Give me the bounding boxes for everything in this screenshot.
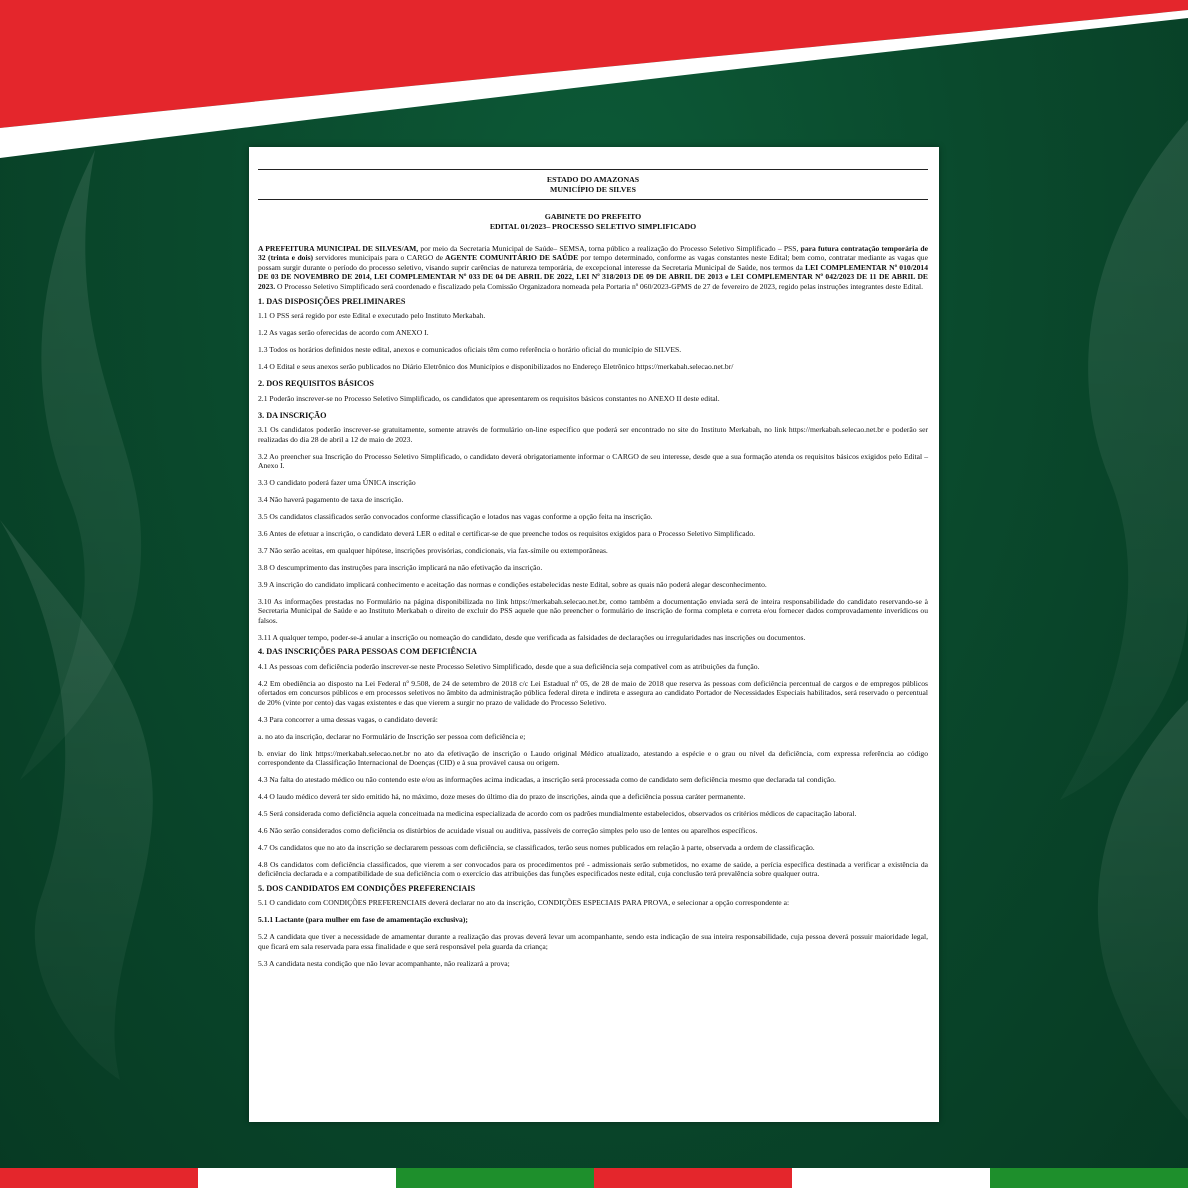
intro-bold: para futura contratação temporária de 32 (trinta e dois) xyxy=(258,244,929,263)
clause: 5.2 A candidata que tiver a necessidade de amamentar durante a realização das provas deverá levar um acompanhante, sendo esta indicação de sua inteira responsabilidade, cuja pessoa deverá possuir maioridade legal, que ficará em sala reservada para essa finalidade e que será responsável pela guarda da criança; xyxy=(258,932,928,951)
flame-shape-right xyxy=(1060,120,1188,800)
intro-text: por meio da Secretaria Municipal de Saúde– SEMSA, torna público a realização do Processo Seletivo Simplificado – PSS, xyxy=(418,244,799,253)
section-heading: 2. DOS REQUISITOS BÁSICOS xyxy=(258,379,374,389)
clause: 4.4 O laudo médico deverá ter sido emitido há, no máximo, doze meses do último dia do prazo de inscrições, ainda que a deficiência possua caráter permanente. xyxy=(258,791,746,801)
clause: 3.5 Os candidatos classificados serão convocados conforme classificação e lotados nas vagas conforme a opção feita na inscrição. xyxy=(258,512,653,522)
clause: 1.4 O Edital e seus anexos serão publicados no Diário Eletrônico dos Municípios e disponibilizados no Endereço Eletrônico https://merkabah.selecao.net.br/ xyxy=(258,362,734,372)
clause: b. enviar do link https://merkabah.selecao.net.br no ato da efetivação de inscrição o Laudo original Médico atualizado, atestando a espécie e o grau ou nível da deficiência, com expressa referência ao código correspondente da Classificação Internacional de Doenças (CID) e à sua provável causa ou origem. xyxy=(258,748,928,767)
clause: 3.10 As informações prestadas no Formulário na página disponibilizada no link https://merkabah.selecao.net.br, como também a documentação enviada será de inteira responsabilidade do candidato reservando-se à Secretaria Municipal de Saúde e ao Instituto Merkabah o direito de excluir do PSS aquele que não preencher o formulário de inscrição de forma completa e correta e/ou fornecer dados comprovadamente inverídicos ou falsos. xyxy=(258,597,928,625)
clause-subheading xyxy=(258,915,928,924)
intro-paragraph xyxy=(258,244,928,291)
clause: 3.1 Os candidatos poderão inscrever-se gratuitamente, somente através de formulário on-line específico que poderá ser encontrado no site do Instituto Merkabah, no link https://merkabah.selecao.net.br e poderão ser realizadas do dia 28 de abril a 12 de maio de 2023. xyxy=(258,425,928,444)
intro-text: por tempo determinado, conforme as vagas constantes neste Edital; bem como, contratar mediante as vagas que possam surgir durante o período do processo seletivo, visando suprir carências de natureza temporária, de excepcional interesse da Secretaria Municipal de Saúde, nos termos da xyxy=(258,253,928,272)
clause: 4.2 Em obediência ao disposto na Lei Federal nº 9.508, de 24 de setembro de 2018 c/c Lei Estadual nº 05, de 28 de maio de 2018 que reserva às pessoas com deficiência percentual de cargos e de empregos públicos ofertados em concursos públicos e em processos seletivos no âmbito da administração pública federal direta e indireta e assegura ao candidato Portador de Necessidades Especiais habilitados, será reservado o percentual de 20% (vinte por cento) das vagas existentes e das que vierem a surgir no prazo de validade do Processo Seletivo. xyxy=(258,678,928,707)
clause: 3.3 O candidato poderá fazer uma ÚNICA inscrição xyxy=(258,478,416,488)
bottom-stripe-green xyxy=(396,1168,594,1188)
section-heading: 3. DA INSCRIÇÃO xyxy=(258,410,327,420)
clause: 4.7 Os candidatos que no ato da inscrição se declararem pessoas com deficiência, se classificados, terão seus nomes publicados em relação à parte, observada a ordem de classificação. xyxy=(258,842,815,852)
clause: 4.5 Será considerada como deficiência aquela conceituada na medicina especializada de acordo com os padrões mundialmente estabelecidos, observados os critérios médicos de capacitação laboral. xyxy=(258,808,857,818)
clause: 1.2 As vagas serão oferecidas de acordo com ANEXO I. xyxy=(258,328,429,338)
state-name: ESTADO DO AMAZONAS xyxy=(546,175,640,184)
clause: 5.1 O candidato com CONDIÇÕES PREFERENCIAIS deverá declarar no ato da inscrição, CONDIÇÕES ESPECIAIS PARA PROVA, e selecionar a opção correspondente a: xyxy=(258,898,790,908)
intro-text: servidores municipais para o CARGO de xyxy=(313,253,443,263)
intro-bold: AGENTE COMUNITÁRIO DE SAÚDE xyxy=(443,253,579,263)
clause: 4.3 Para concorrer a uma dessas vagas, o candidato deverá: xyxy=(258,714,438,724)
bottom-stripe-red xyxy=(594,1168,792,1188)
subheading-text: 5.1.1 Lactante (para mulher em fase de amamentação exclusiva); xyxy=(258,915,468,925)
intro-text: O Processo Seletivo Simplificado será coordenado e fiscalizado pela Comissão Organizadora nomeada pela Portaria nº 060/2023-GPMS de 27 de fevereiro de 2023, regido pelas instruções integrantes deste Edital. xyxy=(275,281,924,291)
bottom-stripe-white xyxy=(198,1168,396,1188)
clause: 4.6 Não serão considerados como deficiência os distúrbios de acuidade visual ou auditiva, passíveis de correção simples pelo uso de lentes ou aparelhos específicos. xyxy=(258,825,758,835)
office-name: GABINETE DO PREFEITO xyxy=(544,212,642,221)
top-red-banner xyxy=(0,0,1188,128)
bottom-stripe-white xyxy=(792,1168,990,1188)
clause: 5.3 A candidata nesta condição que não levar acompanhante, não realizará a prova; xyxy=(258,958,510,968)
clause: 3.7 Não serão aceitas, em qualquer hipótese, inscrições provisórias, condicionais, via fax-símile ou extemporâneas. xyxy=(258,546,608,556)
section-heading: 5. DOS CANDIDATOS EM CONDIÇÕES PREFERENCIAIS xyxy=(258,883,476,893)
bottom-stripe-green xyxy=(990,1168,1188,1188)
clause: 4.1 As pessoas com deficiência poderão inscrever-se neste Processo Seletivo Simplificado, desde que a sua deficiência seja compatível com as atribuições da função. xyxy=(258,661,760,671)
clause: 1.1 O PSS será regido por este Edital e executado pelo Instituto Merkabah. xyxy=(258,311,486,321)
clause: 4.8 Os candidatos com deficiência classificados, que vierem a ser convocados para os procedimentos pré - admissionais serão submetidos, no exame de saúde, a perícia específica destinada a verificar a existência da deficiência declarada e a compatibilidade de sua deficiência com o exercício das atribuições das funções especificados neste edital, cuja conclusão terá prevalência sobre qualquer outra. xyxy=(258,859,928,879)
edital-document-page xyxy=(249,147,939,1122)
clause: 3.6 Antes de efetuar a inscrição, o candidato deverá LER o edital e certificar-se de que preenche todos os requisitos exigidos para o Processo Seletivo Simplificado. xyxy=(258,529,756,539)
clause: 4.3 Na falta do atestado médico ou não contendo este e/ou as informações acima indicadas, a inscrição será processada como de candidato sem deficiência mesmo que declarada tal condição. xyxy=(258,774,836,784)
clause: 1.3 Todos os horários definidos neste edital, anexos e comunicados oficiais têm como referência o horário oficial do município de SILVES. xyxy=(258,345,682,355)
clause: 3.9 A inscrição do candidato implicará conhecimento e aceitação das normas e condições estabelecidas neste Edital, sobre as quais não poderá alegar desconhecimento. xyxy=(258,580,767,590)
edital-title: EDITAL 01/2023– PROCESSO SELETIVO SIMPLIFICADO xyxy=(489,221,697,231)
clause: 3.2 Ao preencher sua Inscrição do Processo Seletivo Simplificado, o candidato deverá obrigatoriamente informar o CARGO de seu interesse, desde que a sua formação atenda os requisitos básicos exigidos pelo Edital – Anexo I. xyxy=(258,451,928,471)
section-heading: 1. DAS DISPOSIÇÕES PRELIMINARES xyxy=(258,297,406,307)
bottom-stripe-red xyxy=(0,1168,198,1188)
intro-bold: A PREFEITURA MUNICIPAL DE SILVES/AM, xyxy=(258,244,419,253)
clause: 3.11 A qualquer tempo, poder-se-á anular a inscrição ou nomeação do candidato, desde que verificada as falsidades de declarações ou irregularidades nas inscrições ou documentos. xyxy=(258,632,806,642)
clause: 3.8 O descumprimento das instruções para inscrição implicará na não efetivação da inscrição. xyxy=(258,563,543,573)
clause: 2.1 Poderão inscrever-se no Processo Seletivo Simplificado, os candidatos que apresentarem os requisitos básicos constantes no ANEXO II deste edital. xyxy=(258,393,720,403)
clause: 3.4 Não haverá pagamento de taxa de inscrição. xyxy=(258,495,404,505)
clause: a. no ato da inscrição, declarar no Formulário de Inscrição ser pessoa com deficiência e; xyxy=(258,731,526,741)
edital-heading xyxy=(258,200,928,244)
intro-bold: LEI COMPLEMENTAR Nº 010/2014 DE 03 DE NOVEMBRO DE 2014, LEI COMPLEMENTAR Nº 033 DE 04 DE ABRIL DE 2022, LEI Nº 318/2013 DE 09 DE ABRIL DE 2013 e LEI COMPLEMENTAR Nº 042/2023 DE 11 DE ABRIL DE 2023. xyxy=(258,262,928,291)
document-header xyxy=(258,170,928,199)
municipality-name: MUNICÍPIO DE SILVES xyxy=(550,184,636,194)
section-heading: 4. DAS INSCRIÇÕES PARA PESSOAS COM DEFICIÊNCIA xyxy=(258,647,477,657)
